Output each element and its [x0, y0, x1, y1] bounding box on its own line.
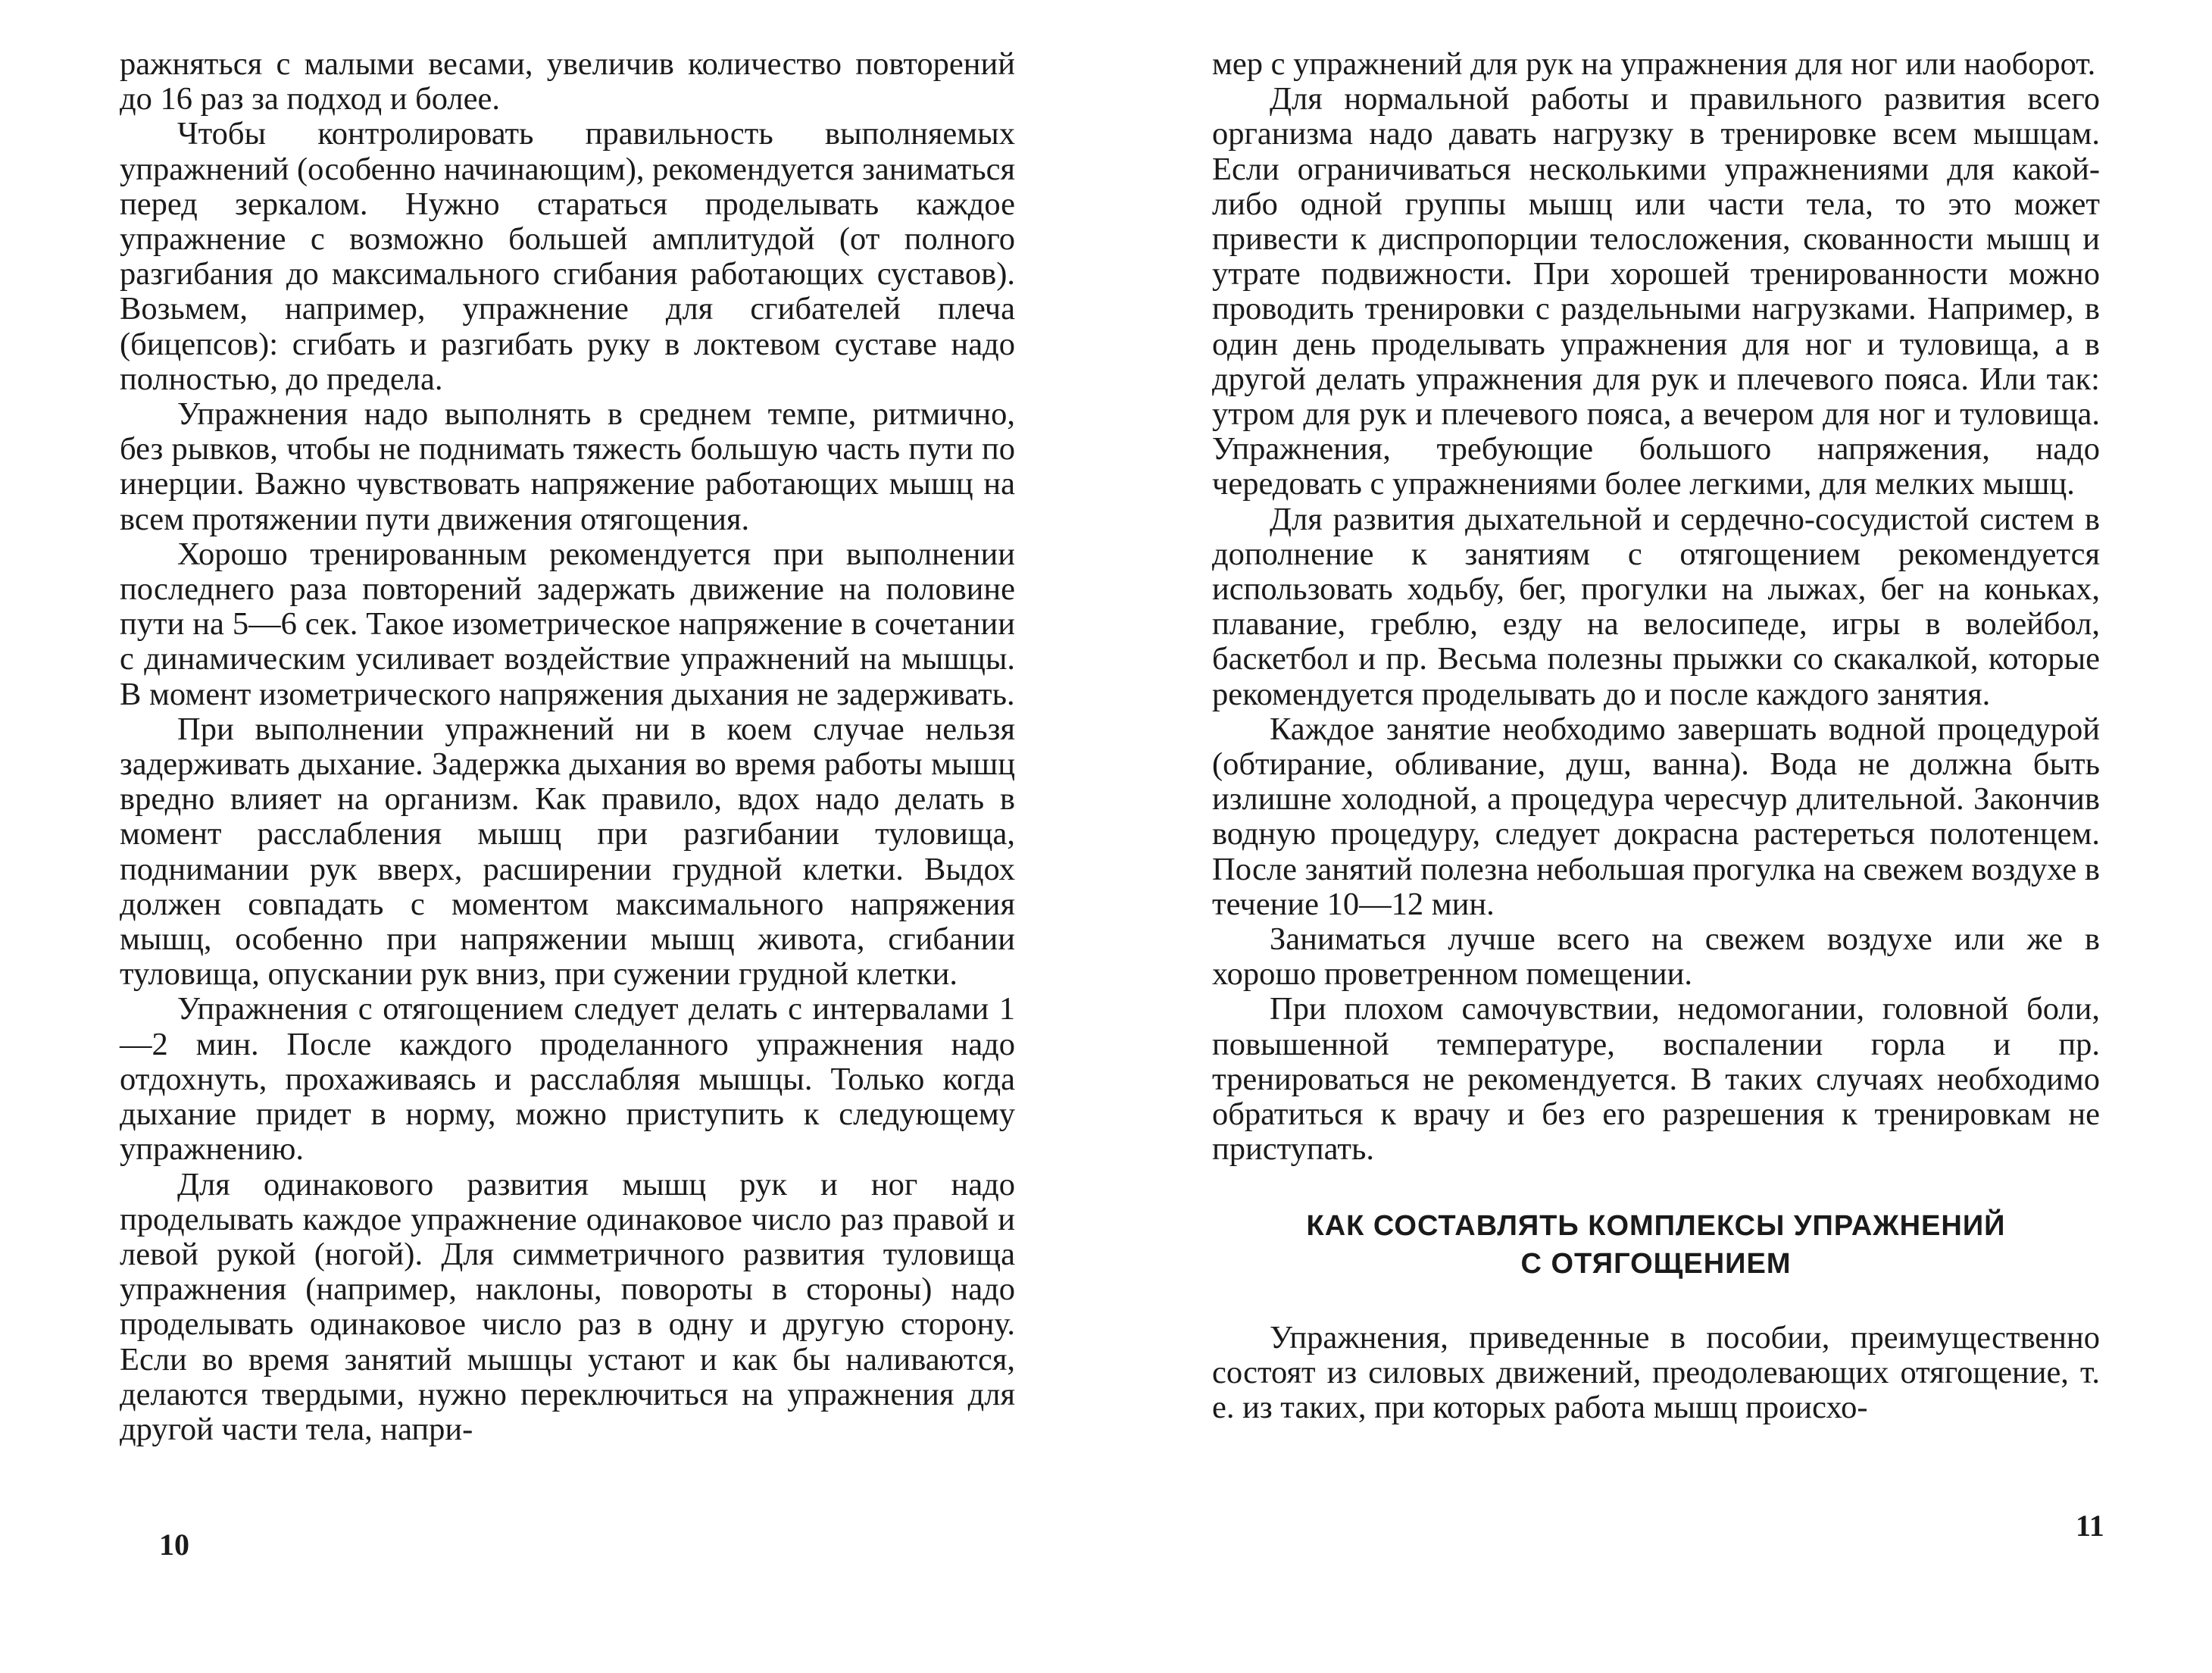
paragraph: Заниматься лучше всего на свежем воздухе или же в хорошо проветренном помещении. [1212, 921, 2100, 993]
paragraph: Упражнения, приведенные в пособии, преимущественно состоят из силовых движений, преодолевающих отягощение, т. е. из таких, при которых работа мышц происхо- [1212, 1319, 2100, 1425]
right-page [1106, 0, 2212, 1673]
paragraph: Для одинакового развития мышц рук и ног надо проделывать каждое упражнение одинаковое число раз правой и левой рукой (ногой). Для симметричного развития туловища упражнения (например, наклоны, повороты в стороны) надо проделывать одинаковое число раз в одну и другую сторону. Если во время занятий мышцы устают и как бы наливаются, делаются твердыми, нужно переключиться на упражнения для другой части тела, напри- [120, 1166, 1015, 1447]
paragraph: мер с упражнений для рук на упражнения для ног или наоборот. [1212, 46, 2096, 82]
page-number-left: 10 [159, 1528, 189, 1562]
paragraph: Для нормальной работы и правильного развития всего организма надо давать нагрузку в тренировке всем мышцам. Если ограничиваться несколькими упражнениями для какой-либо одной группы мышц или части тела, то это может привести к диспропорции телосложения, скованности мышц и утрате подвижности. При хорошей тренированности можно проводить тренировки с раздельными нагрузками. Например, в один день проделывать упражнения для ног и туловища, а в другой делать упражнения для рук и плечевого пояса. Или так: утром для рук и плечевого пояса, а вечером для ног и туловища. Упражнения, требующие большого напряжения, надо чередовать с упражнениями более легкими, для мелких мышц. [1212, 81, 2100, 502]
paragraph: Упражнения с отягощением следует делать с интервалами 1—2 мин. После каждого проделанного упражнения надо отдохнуть, прохаживаясь и расслабляя мышцы. Только когда дыхание придет в норму, можно приступить к следующему упражнению. [120, 991, 1015, 1168]
paragraph: Хорошо тренированным рекомендуется при выполнении последнего раза повторений задержать движение на половине пути на 5—6 сек. Такое изометрическое напряжение в сочетании с динамическим усиливает воздействие упражнений на мышцы. В момент изометрического напряжения дыхания не задерживать. [120, 536, 1015, 712]
right-page-text [1212, 47, 2100, 1425]
paragraph: При плохом самочувствии, недомогании, головной боли, повышенной температуре, воспалении горла и пр. тренироваться не рекомендуется. В таких случаях необходимо обратиться к врачу и без его разрешения к тренировкам не приступать. [1212, 991, 2100, 1168]
paragraph: При выполнении упражнений ни в коем случае нельзя задерживать дыхание. Задержка дыхания во время работы мышц вредно влияет на организм. Как правило, вдох надо делать в момент расслабления мышц при разгибании туловища, поднимании рук вверх, расширении грудной клетки. Выдох должен совпадать с моментом максимального напряжения мышц, особенно при напряжении мышц живота, сгибании туловища, опускании рук вниз, при сужении грудной клетки. [120, 711, 1015, 993]
section-heading [1212, 1207, 2100, 1283]
section-heading-line: С ОТЯГОЩЕНИЕМ [1520, 1247, 1792, 1280]
page-number-right: 11 [2076, 1509, 2104, 1543]
paragraph: Упражнения надо выполнять в среднем темпе, ритмично, без рывков, чтобы не поднимать тяжесть большую часть пути по инерции. Важно чувствовать напряжение работающих мышц на всем протяжении пути движения отягощения. [120, 396, 1015, 537]
paragraph: Чтобы контролировать правильность выполняемых упражнений (особенно начинающим), рекомендуется заниматься перед зеркалом. Нужно стараться проделывать каждое упражнение с возможно большей амплитудой (от полного разгибания до максимального сгибания работающих суставов). Возьмем, например, упражнение для сгибателей плеча (бицепсов): сгибать и разгибать руку в локтевом суставе надо полностью, до предела. [120, 116, 1015, 397]
left-page-text [120, 47, 1015, 1447]
paragraph: Для развития дыхательной и сердечно-сосудистой систем в дополнение к занятиям с отягощением рекомендуется использовать ходьбу, бег, прогулки на лыжах, бег на коньках, плавание, греблю, езду на велосипеде, игры в волейбол, баскетбол и пр. Весьма полезны прыжки со скакалкой, которые рекомендуется проделывать до и после каждого занятия. [1212, 501, 2100, 712]
paragraph: ражняться с малыми весами, увеличив количество повторений до 16 раз за подход и более. [120, 46, 1015, 117]
paragraph: Каждое занятие необходимо завершать водной процедурой (обтирание, обливание, душ, ванна). Вода не должна быть излишне холодной, а процедура чересчур длительной. Закончив водную процедуру, следует докрасна растереться полотенцем. После занятий полезна небольшая прогулка на свежем воздухе в течение 10—12 мин. [1212, 711, 2100, 922]
section-heading-line: КАК СОСТАВЛЯТЬ КОМПЛЕКСЫ УПРАЖНЕНИЙ [1306, 1209, 2006, 1242]
